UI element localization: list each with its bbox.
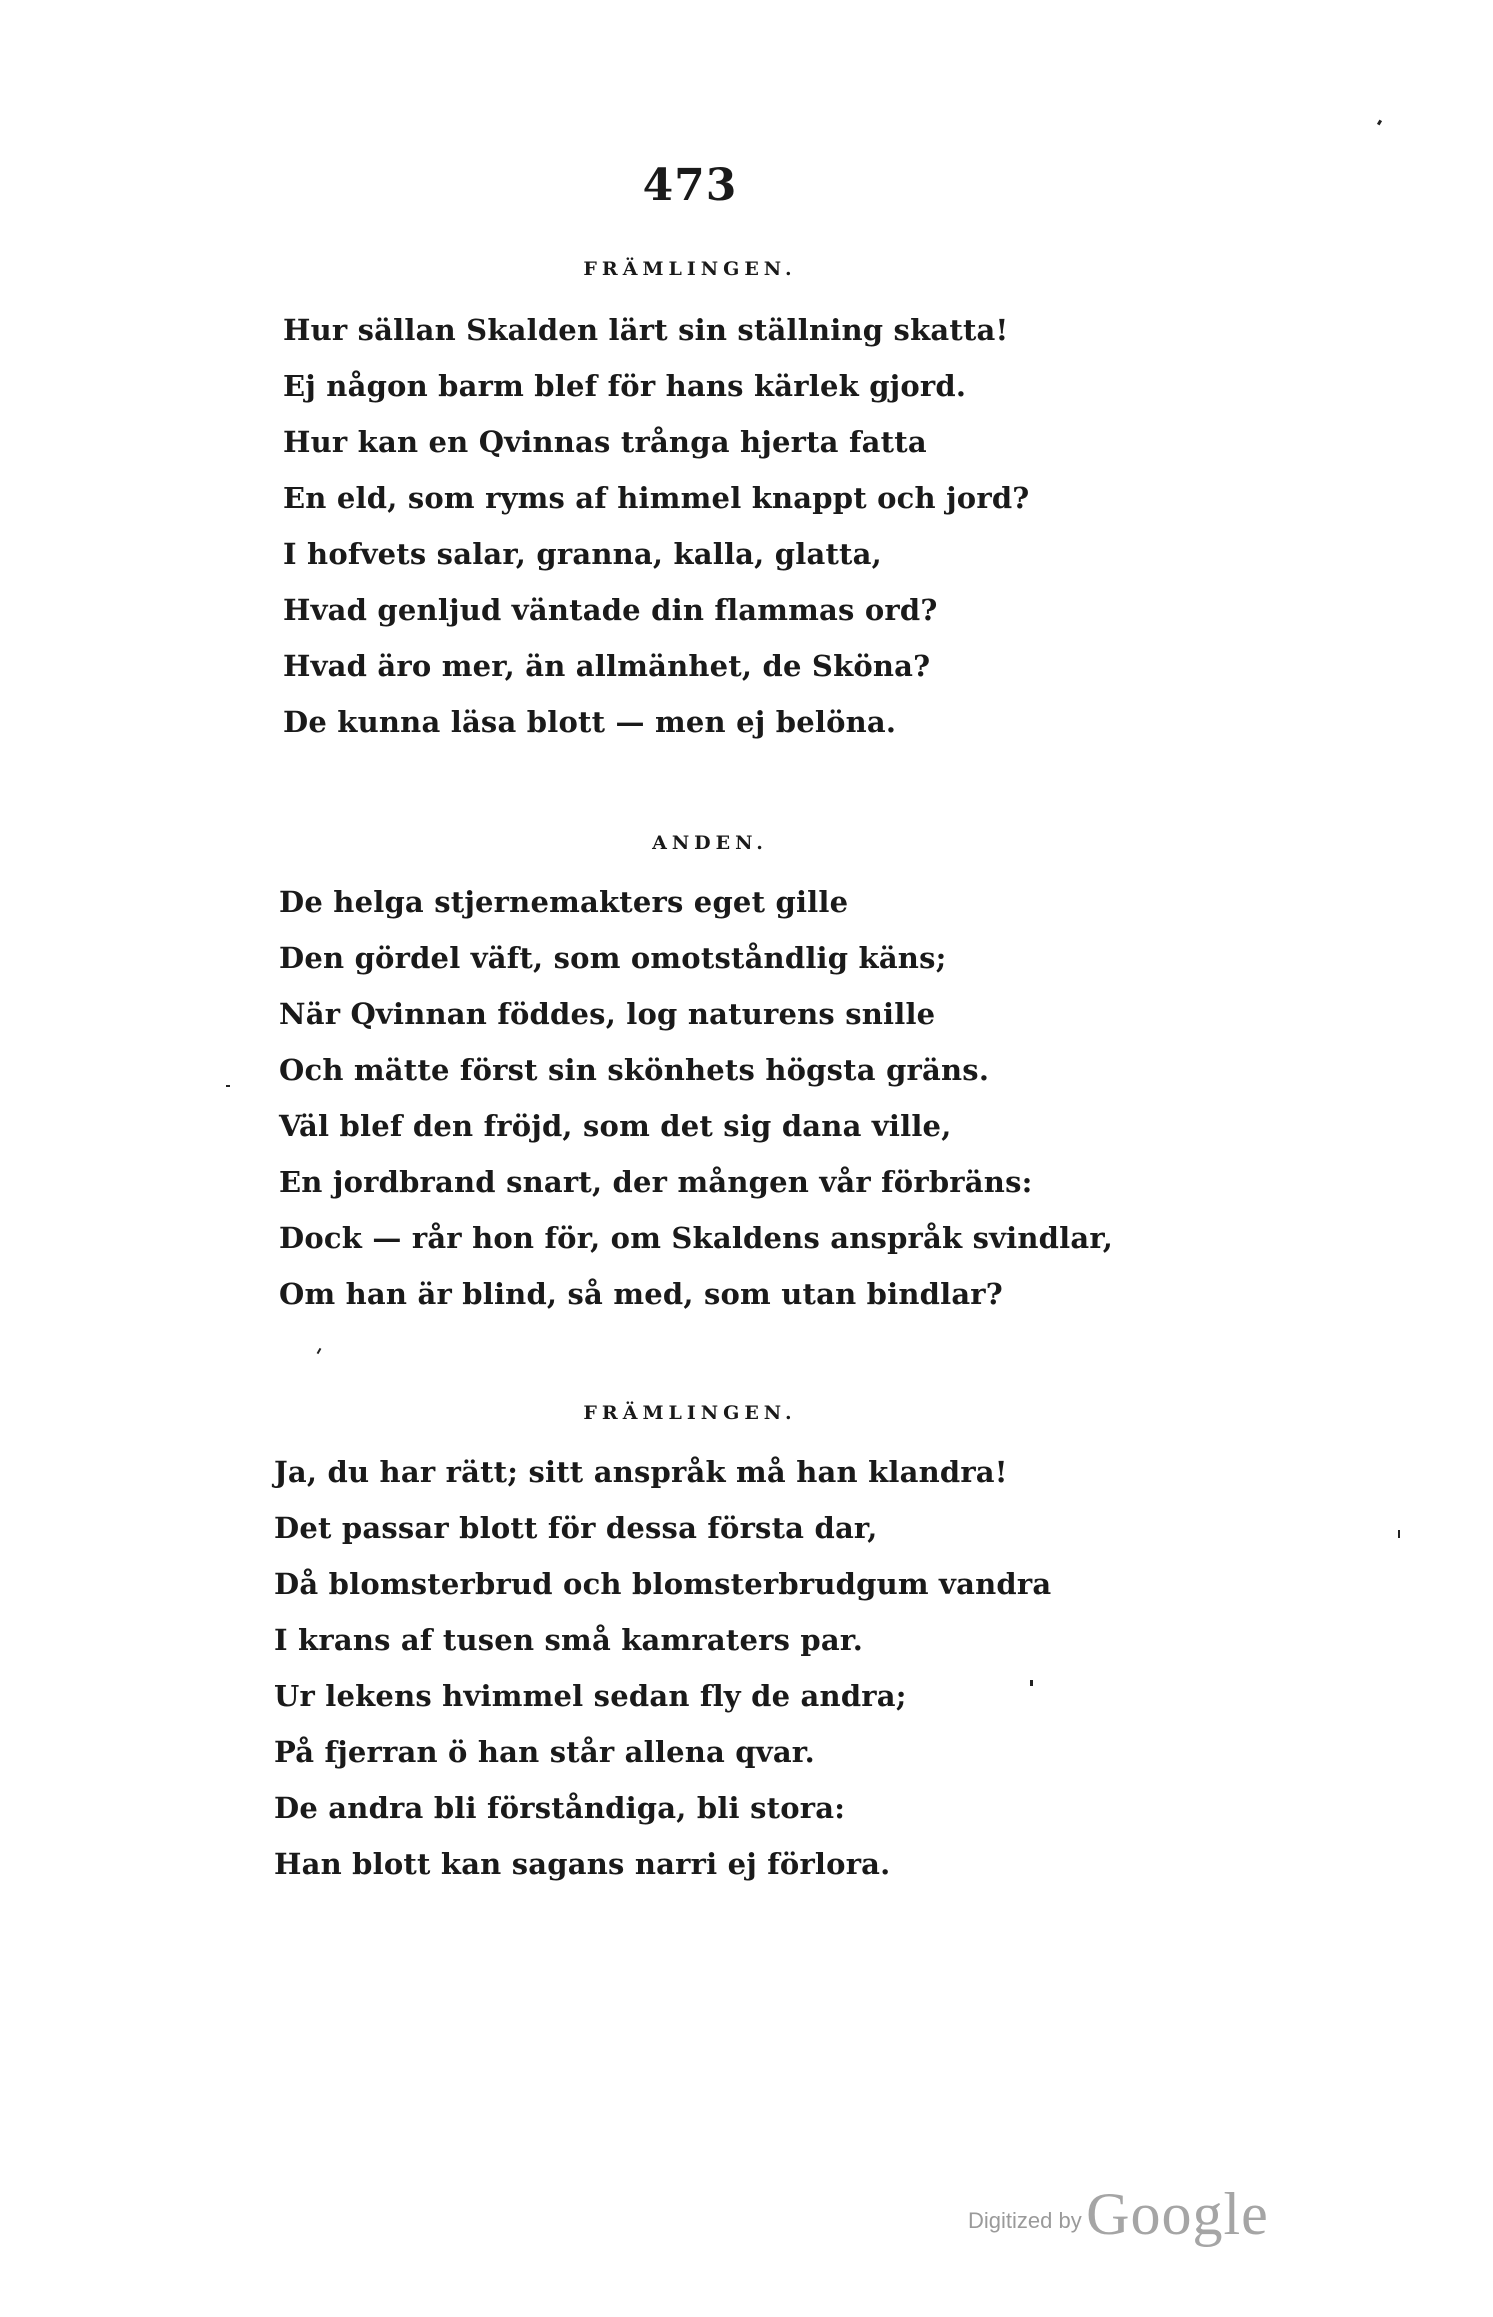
verse-line: Hur kan en Qvinnas trånga hjerta fatta [283, 425, 927, 459]
verse-line: Ur lekens hvimmel sedan fly de andra; [274, 1679, 907, 1713]
verse-line: En eld, som ryms af himmel knappt och jord? [283, 481, 1030, 515]
speaker-heading: ANDEN. [652, 832, 768, 854]
verse-line: Han blott kan sagans narri ej förlora. [274, 1847, 891, 1881]
verse-line: Då blomsterbrud och blomsterbrudgum vandra [274, 1567, 1052, 1601]
digitized-watermark [968, 2180, 1269, 2249]
verse-line: Det passar blott för dessa första dar, [274, 1511, 878, 1545]
scan-speck [317, 1348, 322, 1354]
verse-line: Väl blef den fröjd, som det sig dana ville, [279, 1109, 952, 1143]
verse-line: Och mätte först sin skönhets högsta gräns. [279, 1053, 990, 1087]
verse-line: De kunna läsa blott — men ej belöna. [283, 705, 897, 739]
verse-line: Hvad äro mer, än allmänhet, de Sköna? [283, 649, 931, 683]
verse-line: Ej någon barm blef för hans kärlek gjord. [283, 369, 967, 403]
verse-line: På fjerran ö han står allena qvar. [274, 1735, 815, 1769]
scan-speck [1377, 120, 1382, 126]
verse-line: I krans af tusen små kamraters par. [274, 1623, 863, 1657]
stanza [279, 874, 1113, 1322]
verse-line: Den gördel väft, som omotståndlig käns; [279, 941, 947, 975]
verse-line: Hur sällan Skalden lärt sin ställning skatta! [283, 313, 1009, 347]
google-logo: Google [1086, 2181, 1269, 2247]
verse-line: Om han är blind, så med, som utan bindlar? [279, 1277, 1003, 1311]
verse-line: Ja, du har rätt; sitt anspråk må han klandra! [274, 1455, 1008, 1489]
verse-line: I hofvets salar, granna, kalla, glatta, [283, 537, 882, 571]
stanza [274, 1444, 1051, 1892]
stanza [283, 302, 1030, 750]
verse-line: Hvad genljud väntade din flammas ord? [283, 593, 938, 627]
verse-line: Dock — rår hon för, om Skaldens anspråk svindlar, [279, 1221, 1114, 1255]
verse-line: En jordbrand snart, der mången vår förbräns: [279, 1165, 1033, 1199]
scan-speck [1398, 1530, 1400, 1538]
speaker-heading: FRÄMLINGEN. [583, 258, 797, 280]
speaker-heading: FRÄMLINGEN. [583, 1402, 797, 1424]
scan-speck [226, 1085, 230, 1087]
scan-speck [1030, 1680, 1033, 1686]
watermark-prefix: Digitized by [968, 2208, 1082, 2233]
verse-line: De helga stjernemakters eget gille [279, 885, 849, 919]
page-number: 473 [642, 160, 738, 211]
verse-line: De andra bli förståndiga, bli stora: [274, 1791, 846, 1825]
verse-line: När Qvinnan föddes, log naturens snille [279, 997, 936, 1031]
